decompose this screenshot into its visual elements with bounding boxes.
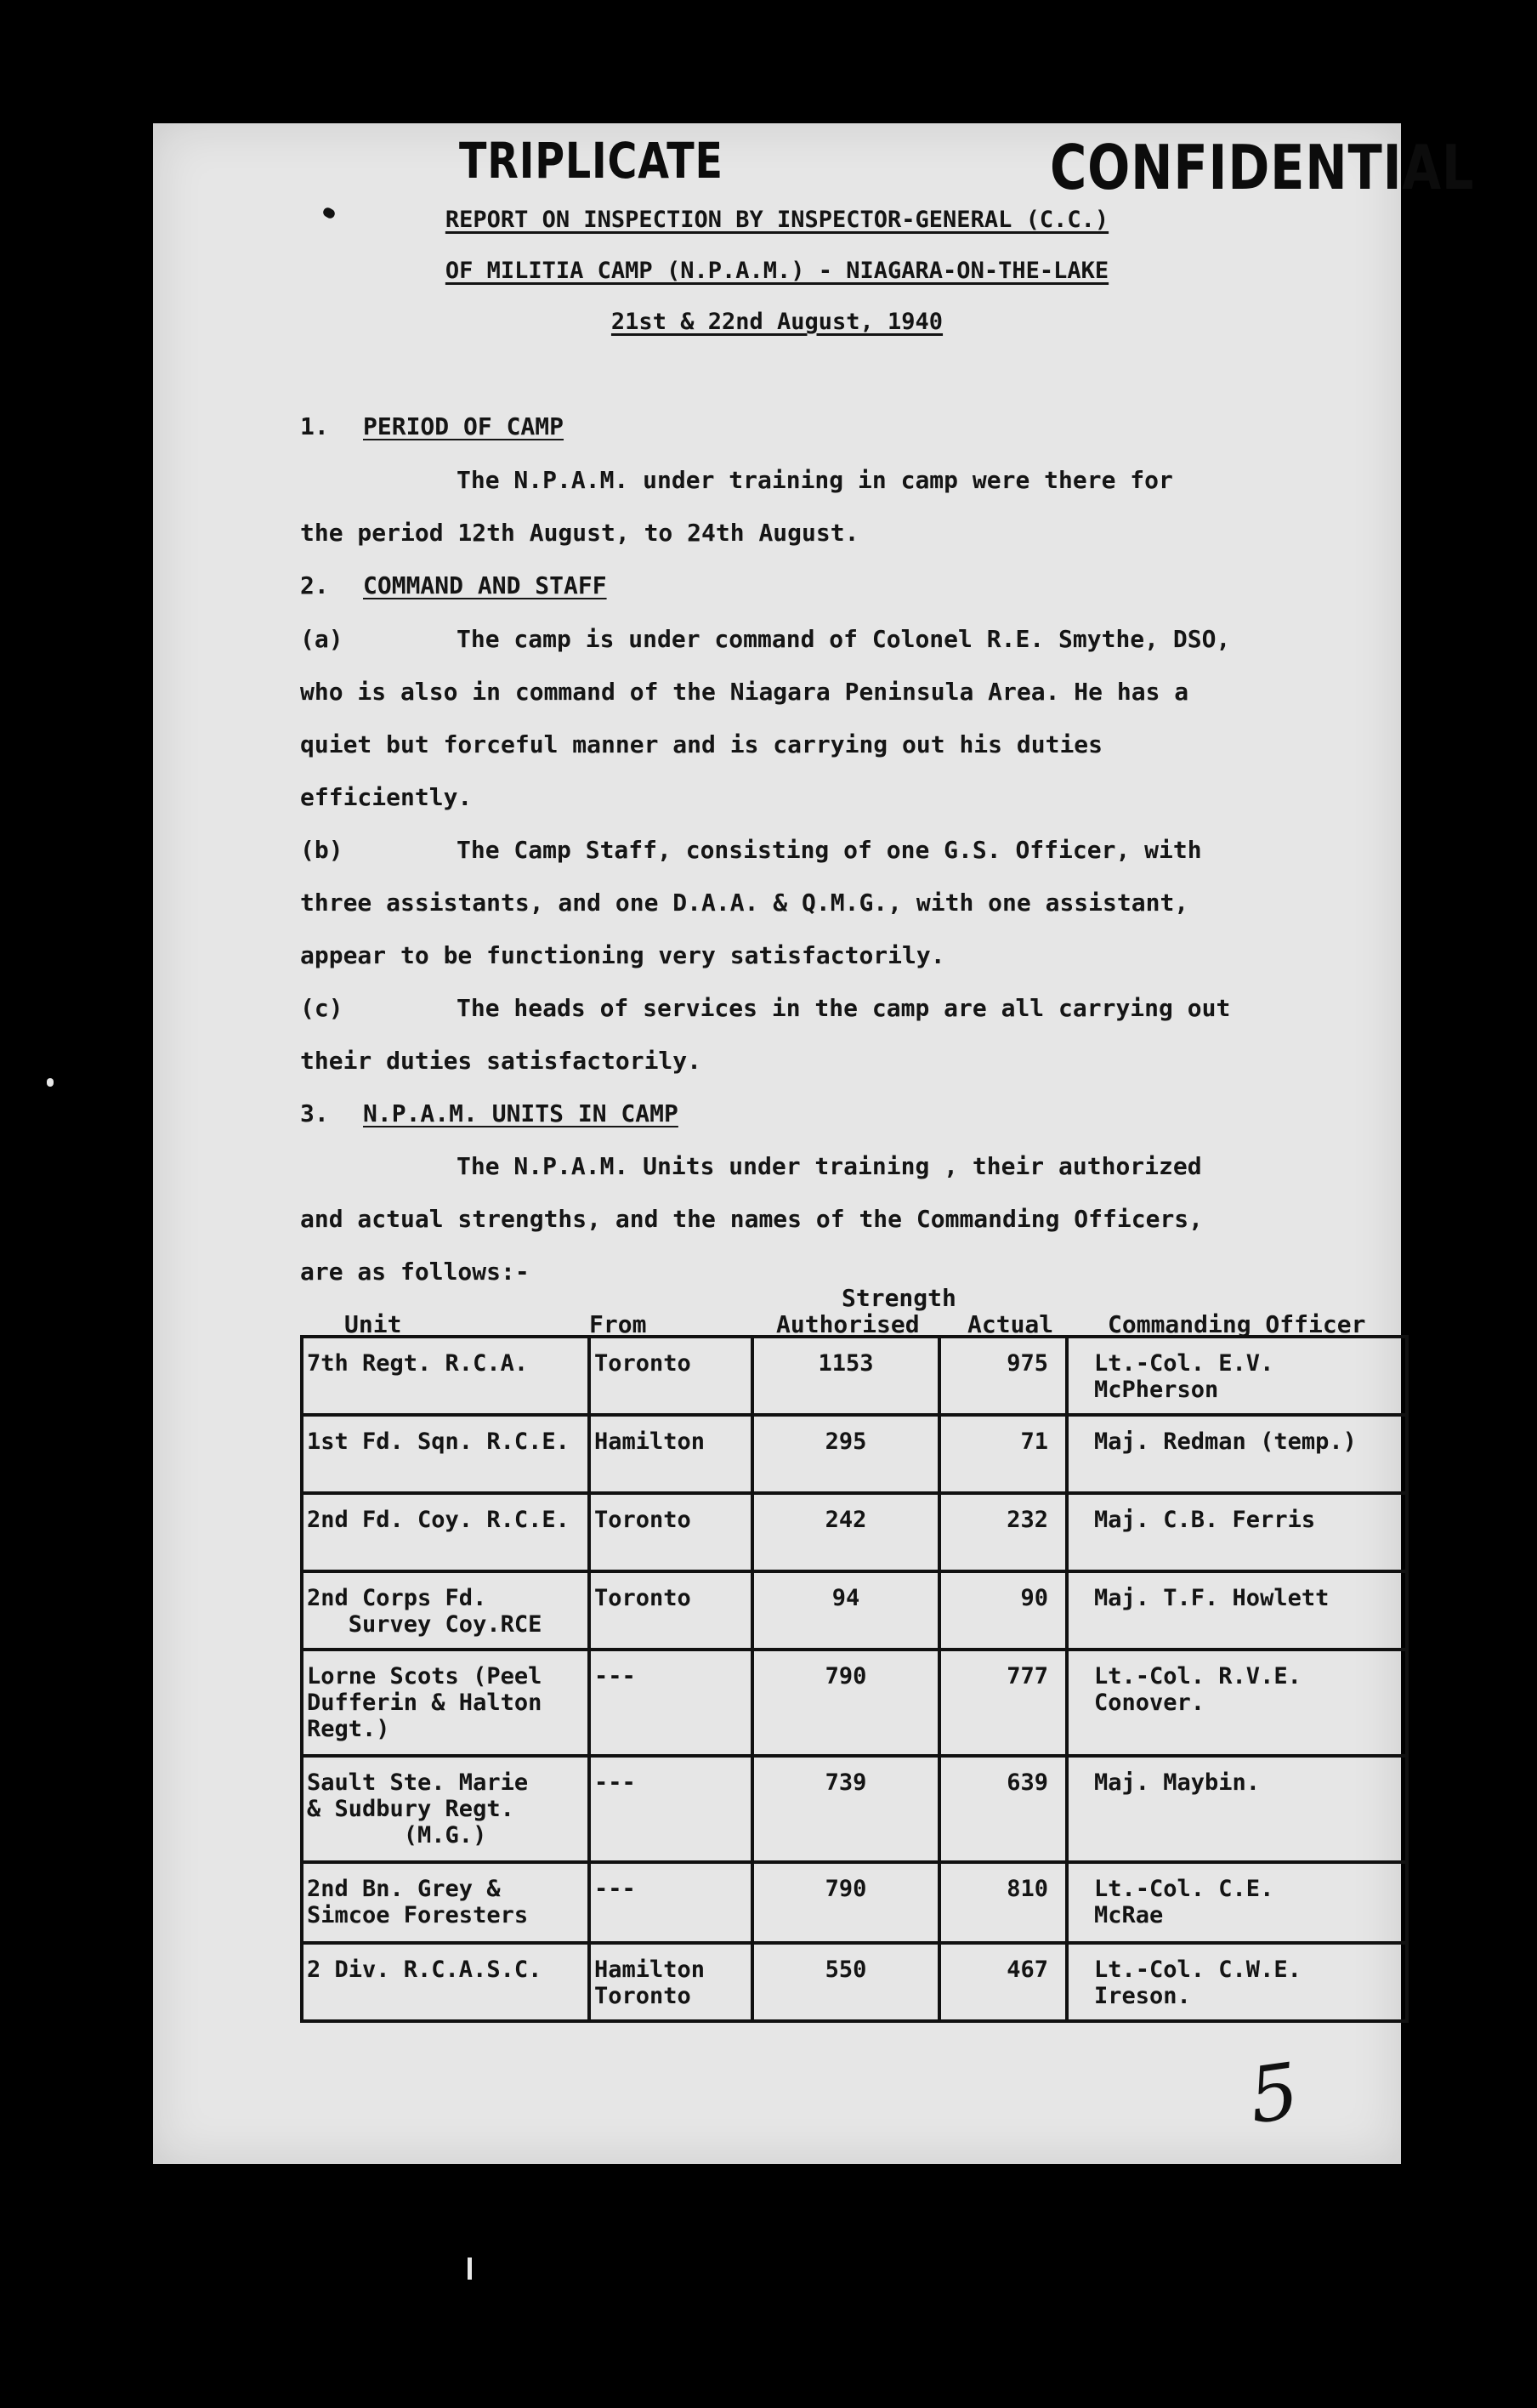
actual-cell: 810 [939, 1862, 1067, 1943]
actual-cell: 777 [939, 1650, 1067, 1756]
paragraph-line: The camp is under command of Colonel R.E. Smythe, DSO, [457, 625, 1231, 653]
from-cell: Hamilton Toronto [589, 1943, 752, 2021]
from-cell: Toronto [589, 1337, 752, 1415]
officer-cell: Maj. Maybin. [1067, 1756, 1407, 1862]
unit-cell: 7th Regt. R.C.A. [302, 1337, 589, 1415]
officer-cell: Maj. Redman (temp.) [1067, 1415, 1407, 1493]
table-row [302, 1756, 1407, 1862]
col-header-from: From [589, 1310, 647, 1338]
authorised-cell: 790 [752, 1862, 939, 1943]
from-cell: Hamilton [589, 1415, 752, 1493]
paragraph-line: appear to be functioning very satisfactorily. [300, 941, 945, 969]
paragraph-line: The N.P.A.M. Units under training , their authorized [457, 1152, 1202, 1180]
officer-cell: Lt.-Col. C.E. McRae [1067, 1862, 1407, 1943]
table-row [302, 1415, 1407, 1493]
authorised-cell: 1153 [752, 1337, 939, 1415]
item-c-label: (c) [300, 994, 343, 1022]
officer-cell: Lt.-Col. R.V.E. Conover. [1067, 1650, 1407, 1756]
authorised-cell: 295 [752, 1415, 939, 1493]
actual-cell: 639 [939, 1756, 1067, 1862]
confidential-stamp: CONFIDENTIAL [1050, 132, 1475, 203]
actual-cell: 71 [939, 1415, 1067, 1493]
actual-cell: 467 [939, 1943, 1067, 2021]
table-row [302, 1862, 1407, 1943]
section-2-title: COMMAND AND STAFF [363, 571, 607, 599]
col-header-unit: Unit [344, 1310, 402, 1338]
report-date: 21st & 22nd August, 1940 [610, 309, 944, 335]
actual-cell: 975 [939, 1337, 1067, 1415]
paragraph-line: efficiently. [300, 783, 473, 811]
unit-cell: 2nd Fd. Coy. R.C.E. [302, 1493, 589, 1571]
table-row [302, 1943, 1407, 2021]
authorised-cell: 94 [752, 1571, 939, 1650]
unit-cell: 2 Div. R.C.A.S.C. [302, 1943, 589, 2021]
paragraph-line: and actual strengths, and the names of the Commanding Officers, [300, 1205, 1204, 1233]
unit-cell: Lorne Scots (Peel Dufferin & Halton Regt.) [302, 1650, 589, 1756]
from-cell: --- [589, 1862, 752, 1943]
paragraph-line: who is also in command of the Niagara Peninsula Area. He has a [300, 678, 1189, 706]
authorised-cell: 550 [752, 1943, 939, 2021]
officer-cell: Lt.-Col. C.W.E. Ireson. [1067, 1943, 1407, 2021]
section-3-title: N.P.A.M. UNITS IN CAMP [363, 1099, 678, 1127]
authorised-cell: 790 [752, 1650, 939, 1756]
unit-cell: Sault Ste. Marie & Sudbury Regt. (M.G.) [302, 1756, 589, 1862]
col-header-authorised: Authorised [776, 1310, 920, 1338]
paragraph-line: The heads of services in the camp are all carrying out [457, 994, 1231, 1022]
paragraph-line: are as follows:- [300, 1258, 530, 1286]
authorised-cell: 739 [752, 1756, 939, 1862]
units-table [300, 1335, 1409, 2023]
unit-cell: 2nd Corps Fd. Survey Coy.RCE [302, 1571, 589, 1650]
col-header-commanding-officer: Commanding Officer [1108, 1310, 1366, 1338]
paragraph-line: quiet but forceful manner and is carrying out his duties [300, 730, 1103, 758]
actual-cell: 232 [939, 1493, 1067, 1571]
unit-cell: 1st Fd. Sqn. R.C.E. [302, 1415, 589, 1493]
paragraph-line: the period 12th August, to 24th August. [300, 519, 859, 547]
section-3-number: 3. [300, 1099, 329, 1127]
officer-cell: Lt.-Col. E.V. McPherson [1067, 1337, 1407, 1415]
paragraph-line: The N.P.A.M. under training in camp were there for [457, 466, 1173, 494]
officer-cell: Maj. C.B. Ferris [1067, 1493, 1407, 1571]
from-cell: --- [589, 1756, 752, 1862]
from-cell: --- [589, 1650, 752, 1756]
unit-cell: 2nd Bn. Grey & Simcoe Foresters [302, 1862, 589, 1943]
section-1-number: 1. [300, 412, 329, 440]
from-cell: Toronto [589, 1493, 752, 1571]
item-a-label: (a) [300, 625, 343, 653]
table-row [302, 1493, 1407, 1571]
col-header-actual: Actual [967, 1310, 1054, 1338]
report-title: REPORT ON INSPECTION BY INSPECTOR-GENERAL (C.C.) [445, 207, 1109, 233]
triplicate-stamp: TRIPLICATE [459, 132, 723, 190]
report-subtitle: OF MILITIA CAMP (N.P.A.M.) - NIAGARA-ON-THE-LAKE [445, 258, 1109, 284]
paragraph-line: their duties satisfactorily. [300, 1047, 702, 1075]
from-cell: Toronto [589, 1571, 752, 1650]
document-page [153, 123, 1475, 2164]
item-b-label: (b) [300, 836, 343, 864]
table-row [302, 1337, 1407, 1415]
actual-cell: 90 [939, 1571, 1067, 1650]
col-header-strength: Strength [842, 1284, 956, 1312]
authorised-cell: 242 [752, 1493, 939, 1571]
section-1-title: PERIOD OF CAMP [363, 412, 564, 440]
film-margin-mark [47, 1078, 54, 1087]
paragraph-line: The Camp Staff, consisting of one G.S. Officer, with [457, 836, 1202, 864]
film-margin-mark [468, 2258, 472, 2280]
paragraph-line: three assistants, and one D.A.A. & Q.M.G., with one assistant, [300, 889, 1189, 917]
page-number: 5 [1243, 2046, 1305, 2142]
section-2-number: 2. [300, 571, 329, 599]
table-row [302, 1650, 1407, 1756]
table-row [302, 1571, 1407, 1650]
officer-cell: Maj. T.F. Howlett [1067, 1571, 1407, 1650]
